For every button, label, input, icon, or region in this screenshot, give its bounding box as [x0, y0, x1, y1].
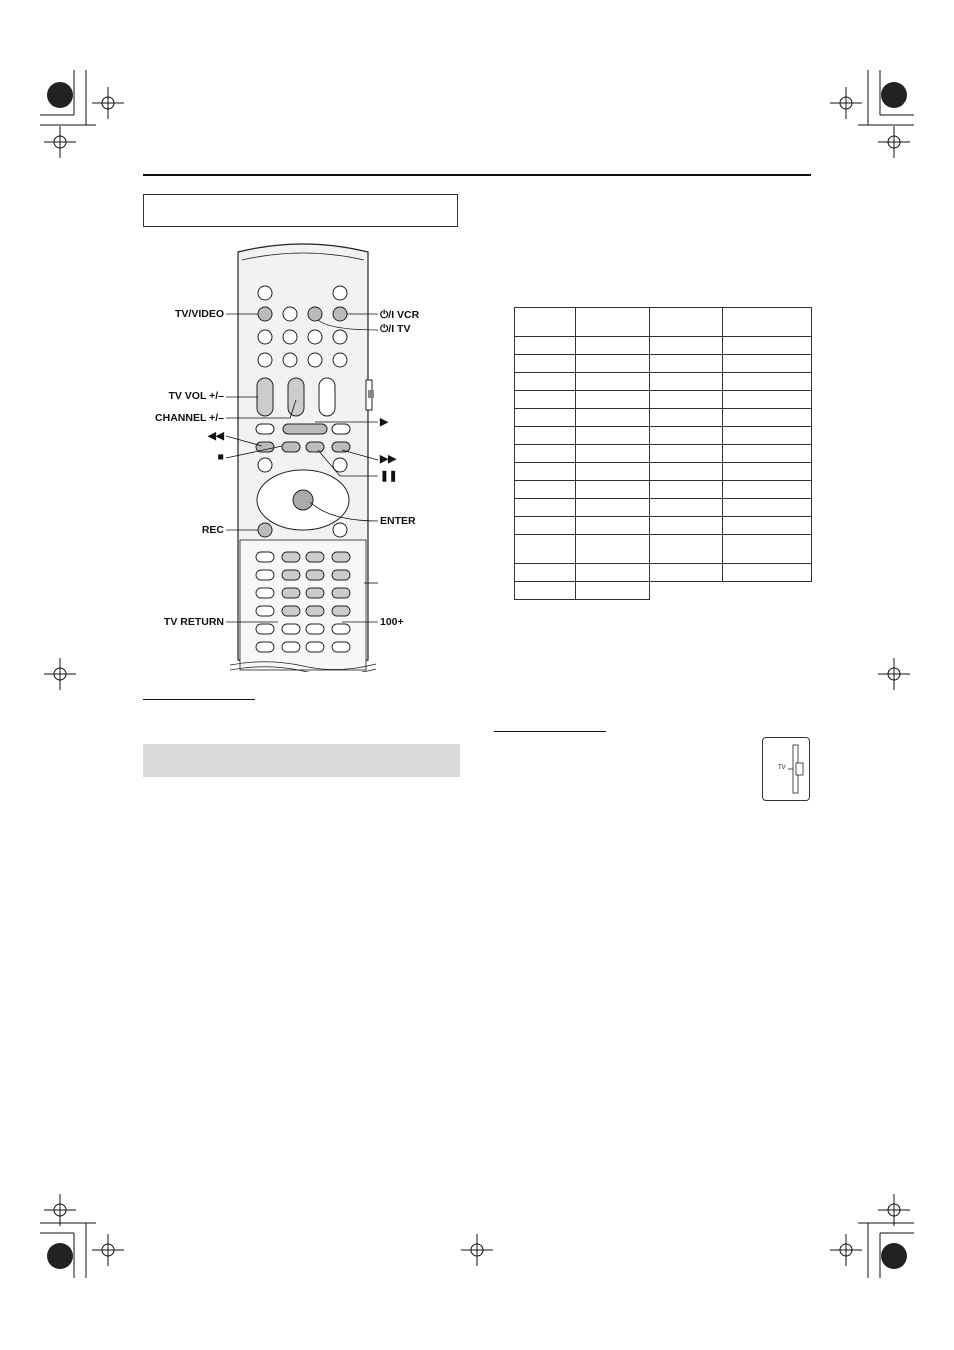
label-rec: REC — [201, 524, 224, 536]
label-power-vcr: ⏻/I VCR — [380, 309, 420, 321]
table-row — [515, 391, 812, 409]
table-row — [515, 499, 812, 517]
label-channel: CHANNEL +/– — [155, 412, 224, 424]
table-row — [515, 409, 812, 427]
label-enter: ENTER — [380, 515, 416, 527]
label-tv-video: TV/VIDEO — [174, 308, 224, 320]
label-stop: ■ — [217, 451, 224, 463]
label-play: ▶ — [380, 416, 389, 428]
table-row — [515, 308, 812, 337]
table-row — [515, 564, 812, 582]
label-pause: ❚❚ — [380, 470, 398, 482]
table-row — [515, 355, 812, 373]
tv-switch-label: TV — [778, 765, 786, 771]
label-rewind: ◀◀ — [207, 430, 224, 442]
code-table — [514, 307, 812, 600]
table-row — [515, 427, 812, 445]
table-row — [515, 373, 812, 391]
note-underline-right — [494, 731, 606, 732]
label-tv-vol: TV VOL +/– — [168, 390, 224, 402]
table-row — [515, 517, 812, 535]
label-ffwd: ▶▶ — [380, 453, 397, 465]
label-100-plus: 100+ — [380, 616, 404, 628]
table-row — [515, 445, 812, 463]
table-row — [515, 463, 812, 481]
subsection-grey-box — [143, 744, 460, 777]
label-tv-return: TV RETURN — [163, 616, 224, 628]
table-row — [515, 535, 812, 564]
table-row — [515, 481, 812, 499]
table-row — [515, 337, 812, 355]
table-row — [515, 582, 812, 600]
label-power-tv: ⏻/I TV — [380, 323, 411, 335]
tv-switch-icon — [762, 737, 810, 801]
note-underline-left — [143, 699, 255, 700]
